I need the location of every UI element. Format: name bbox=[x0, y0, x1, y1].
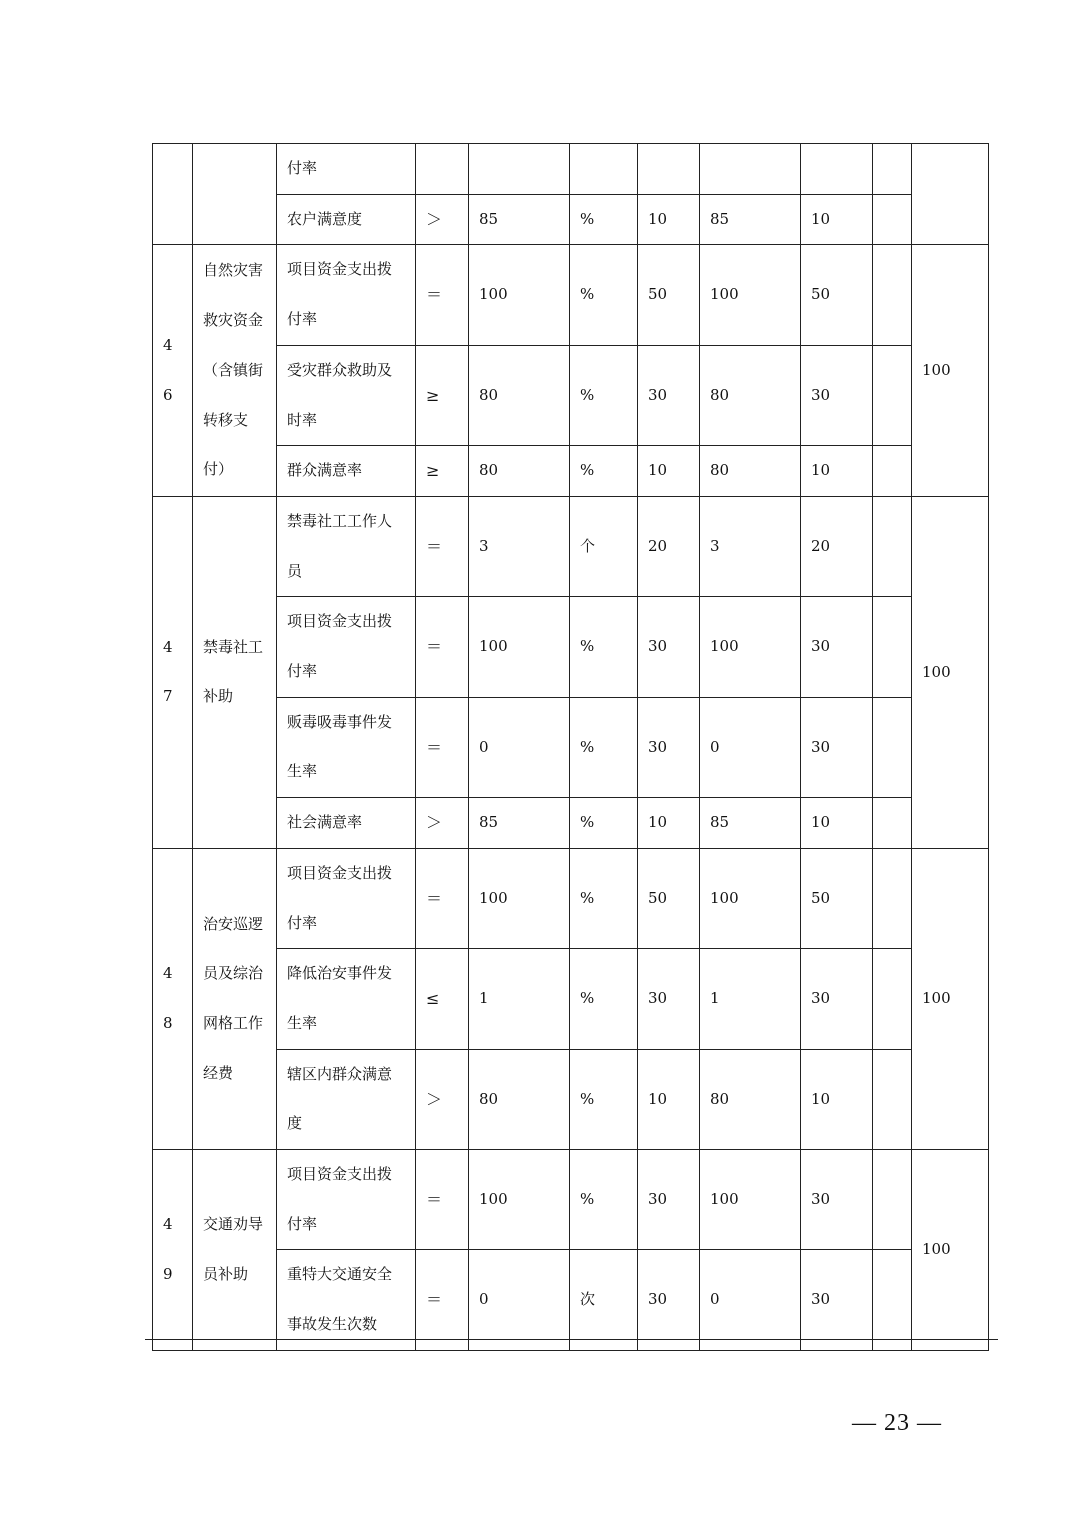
indicator-cell: 受灾群众救助及时率 bbox=[277, 345, 416, 445]
target-cell: 85 bbox=[469, 798, 570, 849]
indicator-cell: 降低治安事件发生率 bbox=[277, 949, 416, 1049]
compare-cell: ＝ bbox=[416, 697, 469, 797]
unit-cell: % bbox=[570, 697, 638, 797]
no-cell: 46 bbox=[153, 245, 193, 497]
unit-cell: % bbox=[570, 446, 638, 497]
indicator-cell: 社会满意率 bbox=[277, 798, 416, 849]
score-cell: 30 bbox=[801, 1250, 873, 1350]
project-name-cell: 禁毒社工补助 bbox=[193, 496, 277, 848]
weight-cell: 50 bbox=[638, 245, 700, 345]
weight-cell: 10 bbox=[638, 194, 700, 245]
table-row bbox=[153, 245, 989, 345]
actual-cell: 100 bbox=[700, 597, 801, 697]
unit-cell: % bbox=[570, 798, 638, 849]
target-cell: 100 bbox=[469, 1150, 570, 1250]
indicator-cell: 群众满意率 bbox=[277, 446, 416, 497]
no-cell: 47 bbox=[153, 496, 193, 848]
actual-cell bbox=[700, 144, 801, 195]
target-cell bbox=[469, 144, 570, 195]
compare-cell: ＝ bbox=[416, 245, 469, 345]
unit-cell: 个 bbox=[570, 496, 638, 596]
weight-cell: 30 bbox=[638, 1250, 700, 1350]
target-cell: 0 bbox=[469, 1250, 570, 1350]
target-cell: 1 bbox=[469, 949, 570, 1049]
table-body bbox=[153, 144, 989, 1351]
note-cell bbox=[873, 1250, 912, 1350]
unit-cell: % bbox=[570, 1150, 638, 1250]
project-name-cell: 自然灾害救灾资金（含镇街转移支付） bbox=[193, 245, 277, 497]
total-cell: 100 bbox=[912, 245, 989, 497]
no-cell: 49 bbox=[153, 1150, 193, 1351]
actual-cell: 85 bbox=[700, 798, 801, 849]
table-row bbox=[153, 1049, 989, 1149]
note-cell bbox=[873, 1049, 912, 1149]
table-row bbox=[153, 697, 989, 797]
project-name-cell: 治安巡逻员及综治网格工作经费 bbox=[193, 848, 277, 1149]
score-cell bbox=[801, 144, 873, 195]
compare-cell: ＝ bbox=[416, 597, 469, 697]
indicator-cell: 辖区内群众满意度 bbox=[277, 1049, 416, 1149]
unit-cell bbox=[570, 144, 638, 195]
score-cell: 30 bbox=[801, 697, 873, 797]
compare-cell: ≥ bbox=[416, 446, 469, 497]
table-row bbox=[153, 597, 989, 697]
table-row bbox=[153, 798, 989, 849]
target-cell: 80 bbox=[469, 1049, 570, 1149]
total-cell: 100 bbox=[912, 1150, 989, 1351]
actual-cell: 100 bbox=[700, 1150, 801, 1250]
note-cell bbox=[873, 446, 912, 497]
score-cell: 20 bbox=[801, 496, 873, 596]
table-row bbox=[153, 496, 989, 596]
unit-cell: % bbox=[570, 245, 638, 345]
table-row bbox=[153, 446, 989, 497]
actual-cell: 1 bbox=[700, 949, 801, 1049]
weight-cell: 30 bbox=[638, 597, 700, 697]
score-cell: 30 bbox=[801, 345, 873, 445]
table-row bbox=[153, 345, 989, 445]
indicator-cell: 重特大交通安全事故发生次数 bbox=[277, 1250, 416, 1350]
total-cell: 100 bbox=[912, 848, 989, 1149]
project-name-cell: 交通劝导员补助 bbox=[193, 1150, 277, 1351]
target-cell: 100 bbox=[469, 597, 570, 697]
target-cell: 0 bbox=[469, 697, 570, 797]
indicator-cell: 项目资金支出拨付率 bbox=[277, 597, 416, 697]
table-row bbox=[153, 1150, 989, 1250]
score-cell: 50 bbox=[801, 848, 873, 948]
note-cell bbox=[873, 245, 912, 345]
actual-cell: 80 bbox=[700, 446, 801, 497]
compare-cell: ＞ bbox=[416, 1049, 469, 1149]
compare-cell: ＞ bbox=[416, 798, 469, 849]
score-cell: 10 bbox=[801, 446, 873, 497]
actual-cell: 0 bbox=[700, 1250, 801, 1350]
compare-cell bbox=[416, 144, 469, 195]
actual-cell: 80 bbox=[700, 345, 801, 445]
unit-cell: % bbox=[570, 597, 638, 697]
compare-cell: ≤ bbox=[416, 949, 469, 1049]
actual-cell: 100 bbox=[700, 245, 801, 345]
note-cell bbox=[873, 1150, 912, 1250]
weight-cell: 30 bbox=[638, 345, 700, 445]
no-cell bbox=[153, 144, 193, 245]
table-row bbox=[153, 949, 989, 1049]
target-cell: 80 bbox=[469, 446, 570, 497]
weight-cell: 30 bbox=[638, 697, 700, 797]
weight-cell: 30 bbox=[638, 949, 700, 1049]
weight-cell: 20 bbox=[638, 496, 700, 596]
target-cell: 100 bbox=[469, 245, 570, 345]
performance-table bbox=[152, 143, 989, 1351]
actual-cell: 0 bbox=[700, 697, 801, 797]
indicator-cell: 农户满意度 bbox=[277, 194, 416, 245]
compare-cell: ≥ bbox=[416, 345, 469, 445]
table-row bbox=[153, 848, 989, 948]
note-cell bbox=[873, 949, 912, 1049]
unit-cell: % bbox=[570, 1049, 638, 1149]
indicator-cell: 项目资金支出拨付率 bbox=[277, 848, 416, 948]
unit-cell: 次 bbox=[570, 1250, 638, 1350]
table-row bbox=[153, 194, 989, 245]
note-cell bbox=[873, 798, 912, 849]
note-cell bbox=[873, 697, 912, 797]
actual-cell: 80 bbox=[700, 1049, 801, 1149]
note-cell bbox=[873, 496, 912, 596]
score-cell: 10 bbox=[801, 1049, 873, 1149]
indicator-cell: 项目资金支出拨付率 bbox=[277, 1150, 416, 1250]
table-row bbox=[153, 1250, 989, 1350]
target-cell: 3 bbox=[469, 496, 570, 596]
table-row bbox=[153, 144, 989, 195]
unit-cell: % bbox=[570, 848, 638, 948]
unit-cell: % bbox=[570, 194, 638, 245]
weight-cell: 30 bbox=[638, 1150, 700, 1250]
total-cell: 100 bbox=[912, 496, 989, 848]
unit-cell: % bbox=[570, 949, 638, 1049]
indicator-cell: 贩毒吸毒事件发生率 bbox=[277, 697, 416, 797]
indicator-cell: 付率 bbox=[277, 144, 416, 195]
compare-cell: ＝ bbox=[416, 848, 469, 948]
indicator-cell: 项目资金支出拨付率 bbox=[277, 245, 416, 345]
bottom-rule bbox=[145, 1339, 998, 1340]
target-cell: 100 bbox=[469, 848, 570, 948]
note-cell bbox=[873, 848, 912, 948]
weight-cell bbox=[638, 144, 700, 195]
target-cell: 80 bbox=[469, 345, 570, 445]
weight-cell: 50 bbox=[638, 848, 700, 948]
compare-cell: ＝ bbox=[416, 1250, 469, 1350]
score-cell: 30 bbox=[801, 597, 873, 697]
total-cell bbox=[912, 144, 989, 245]
weight-cell: 10 bbox=[638, 798, 700, 849]
compare-cell: ＝ bbox=[416, 1150, 469, 1250]
score-cell: 10 bbox=[801, 798, 873, 849]
actual-cell: 85 bbox=[700, 194, 801, 245]
no-cell: 48 bbox=[153, 848, 193, 1149]
actual-cell: 3 bbox=[700, 496, 801, 596]
weight-cell: 10 bbox=[638, 446, 700, 497]
unit-cell: % bbox=[570, 345, 638, 445]
compare-cell: ＞ bbox=[416, 194, 469, 245]
project-name-cell bbox=[193, 144, 277, 245]
page-number: — 23 — bbox=[852, 1410, 942, 1436]
compare-cell: ＝ bbox=[416, 496, 469, 596]
actual-cell: 100 bbox=[700, 848, 801, 948]
score-cell: 30 bbox=[801, 949, 873, 1049]
note-cell bbox=[873, 597, 912, 697]
note-cell bbox=[873, 345, 912, 445]
score-cell: 50 bbox=[801, 245, 873, 345]
target-cell: 85 bbox=[469, 194, 570, 245]
note-cell bbox=[873, 144, 912, 195]
score-cell: 10 bbox=[801, 194, 873, 245]
indicator-cell: 禁毒社工工作人员 bbox=[277, 496, 416, 596]
weight-cell: 10 bbox=[638, 1049, 700, 1149]
note-cell bbox=[873, 194, 912, 245]
score-cell: 30 bbox=[801, 1150, 873, 1250]
